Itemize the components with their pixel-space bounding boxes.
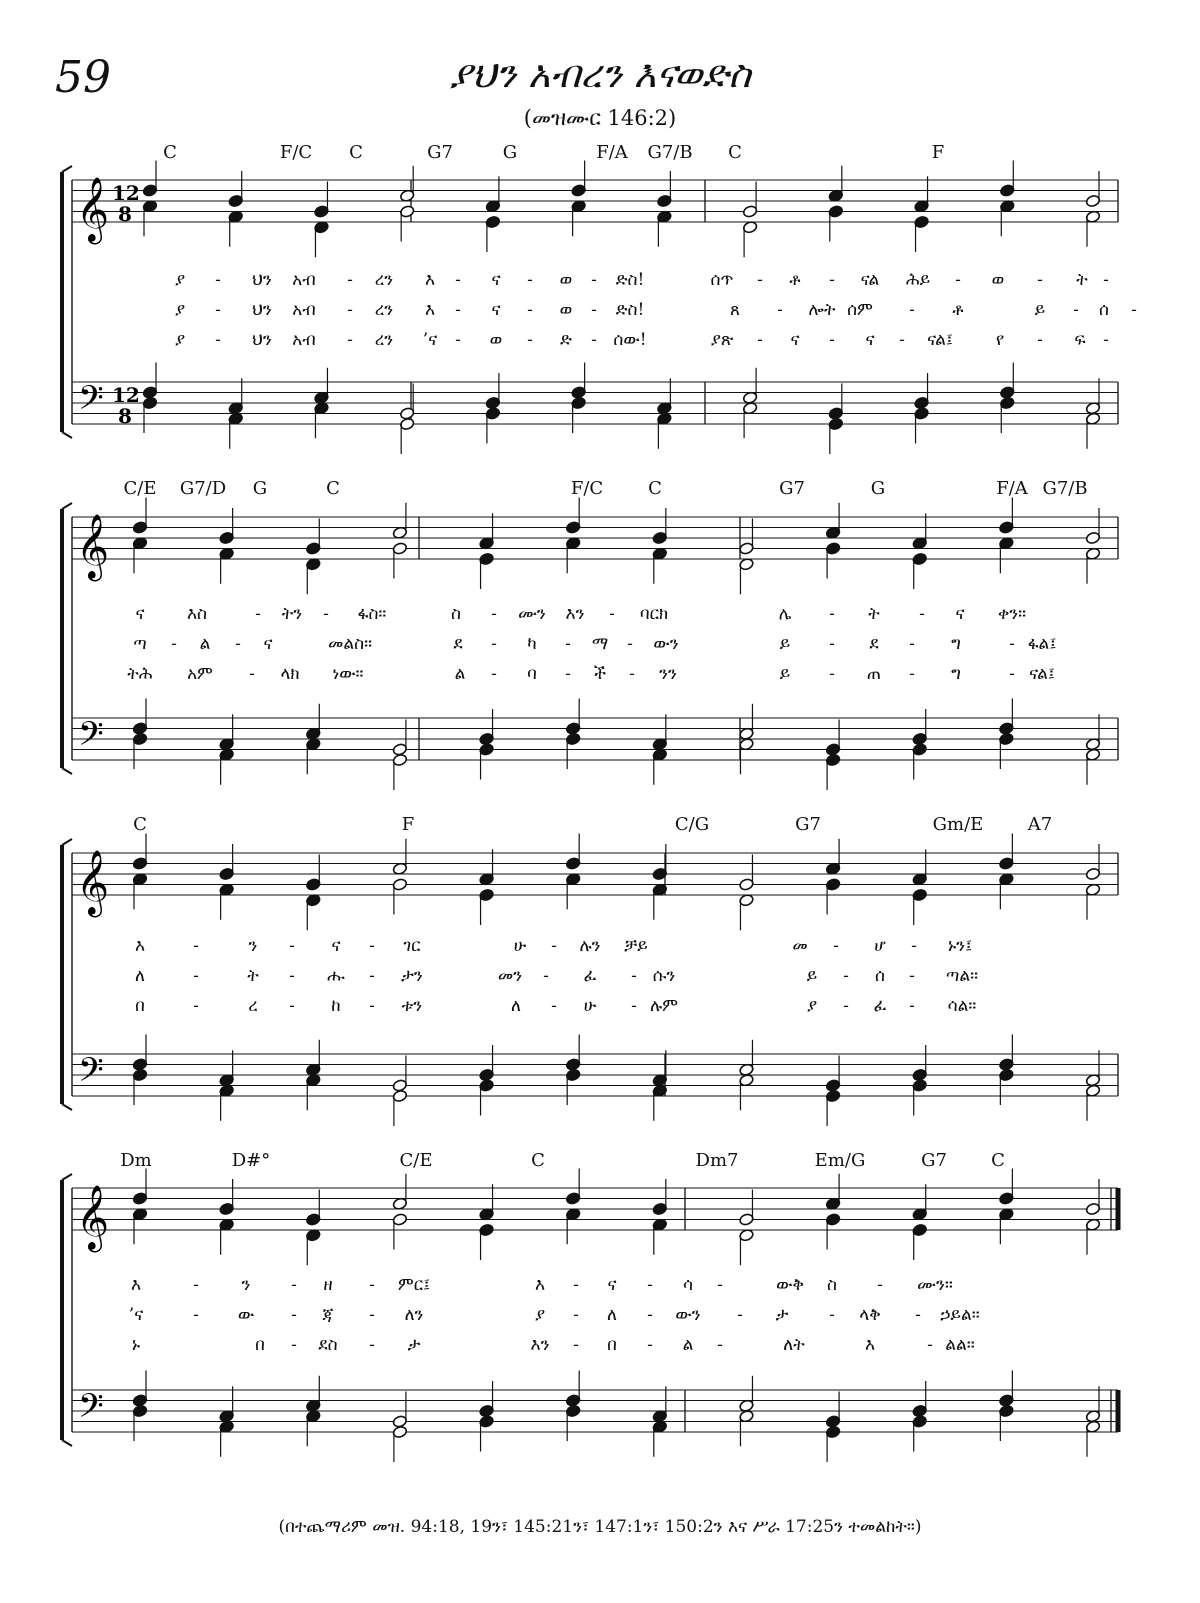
lyric-syllable: ኑ (131, 1335, 141, 1355)
lyric-syllable: ጸ (730, 300, 740, 320)
lyric-syllable: - (323, 604, 329, 624)
chord-symbol: G7 (427, 142, 453, 163)
lyric-syllable: ሕይ (905, 270, 931, 290)
lyric-syllable: ህን (252, 330, 272, 350)
lyric-syllable: - (369, 1275, 375, 1295)
lyric-syllable: ና (790, 330, 800, 350)
lyric-syllable: ረን (374, 270, 394, 290)
lyric-syllable: ሁ (513, 936, 527, 956)
lyric-syllable: - (193, 996, 199, 1016)
lyric-syllable: ታን (401, 966, 423, 986)
lyric-syllable: እ (424, 270, 436, 290)
lyric-syllable: - (829, 1305, 835, 1325)
chord-symbol: F/A (996, 478, 1028, 499)
chord-symbol: F/C (279, 142, 313, 163)
lyric-syllable: ’ና (422, 330, 438, 350)
lyric-syllable: ን (248, 936, 258, 956)
lyric-syllable: በ (607, 1335, 617, 1355)
lyric-syllable: የ (995, 330, 1005, 350)
lyric-syllable: ቻይ (624, 936, 648, 956)
lyric-syllable: ማ (591, 634, 609, 654)
lyric-syllable: ና (491, 300, 501, 320)
chord-symbol: F/A (596, 142, 628, 163)
lyric-syllable: ጣል። (945, 966, 979, 986)
lyric-syllable: መ (792, 936, 808, 956)
chord-symbol: C/G (674, 814, 710, 835)
bass-time-signature-bottom: 8 (118, 404, 132, 428)
lyric-syllable: - (249, 664, 255, 684)
chord-symbol: C/E (399, 1150, 433, 1171)
bracket-top (62, 839, 72, 845)
bracket-top (62, 166, 72, 172)
lyric-syllable: እን (565, 604, 585, 624)
lyric-syllable: ች (593, 664, 607, 684)
chord-symbol: F/C (570, 478, 604, 499)
lyric-syllable: ሆ (874, 936, 886, 956)
lyric-syllable: - (1073, 300, 1079, 320)
lyric-syllable: ለን (404, 1305, 424, 1325)
chord-symbol: D#° (231, 1150, 271, 1171)
lyric-syllable: ስ (827, 1275, 837, 1295)
lyric-syllable: ባርክ (639, 604, 669, 624)
lyric-syllable: ባ (527, 664, 537, 684)
lyric-syllable: ሰም (847, 300, 873, 320)
lyric-syllable: ንን (659, 664, 677, 684)
lyric-syllable: - (369, 936, 375, 956)
lyric-syllable: ምር፤ (397, 1275, 431, 1295)
lyric-syllable: - (829, 604, 835, 624)
lyric-syllable: ይ (806, 966, 818, 986)
lyric-syllable: ረ (248, 996, 258, 1016)
lyric-syllable: - (369, 1335, 375, 1355)
lyric-syllable: - (843, 966, 849, 986)
lyric-syllable: - (255, 604, 261, 624)
lyric-syllable: በ (255, 1335, 265, 1355)
lyric-syllable: - (829, 330, 835, 350)
lyric-syllable: - (193, 936, 199, 956)
lyric-syllable: - (291, 1335, 297, 1355)
lyric-syllable: - (491, 664, 497, 684)
lyric-syllable: ሰጥ (710, 270, 734, 290)
lyric-syllable: - (647, 1335, 653, 1355)
lyric-syllable: - (627, 634, 633, 654)
lyric-syllable: - (527, 270, 533, 290)
lyric-syllable: - (573, 1305, 579, 1325)
lyric-syllable: ልል። (945, 1335, 975, 1355)
chord-symbol: G7/B (1042, 478, 1088, 499)
lyric-syllable: - (347, 270, 353, 290)
lyric-syllable: አብ (292, 330, 316, 350)
lyric-syllable: በ (135, 996, 145, 1016)
lyric-syllable: ና (263, 634, 273, 654)
lyric-syllable: ያ (174, 330, 186, 350)
lyric-syllable: ገር (403, 936, 421, 956)
lyric-syllable: - (369, 966, 375, 986)
bracket-bottom (62, 432, 72, 438)
lyric-syllable: - (591, 270, 597, 290)
lyric-syllable: - (591, 300, 597, 320)
bass-time-signature-top: 12 (112, 383, 140, 407)
lyric-syllable: - (1037, 330, 1043, 350)
lyric-syllable: ግ (951, 664, 961, 684)
lyric-syllable: ፋስ። (357, 604, 387, 624)
chord-symbol: G (252, 478, 268, 499)
chord-symbol: F (931, 142, 945, 163)
lyric-syllable: ወ (489, 330, 503, 350)
lyric-syllable: - (1103, 330, 1109, 350)
footnote: (በተጨማሪም መዝ. 94:18, 19ን፣ 145:21ን፣ 147:1ን፣ 150:2ን እና ሥራ 17:25ን ተመልከት።) (278, 1517, 922, 1537)
lyric-syllable: - (927, 1335, 933, 1355)
treble-clef-icon: 𝄞 (76, 1185, 110, 1250)
lyric-syllable: - (911, 936, 917, 956)
lyric-syllable: ል (199, 634, 211, 654)
bass-clef-icon: 𝄢 (78, 1051, 104, 1098)
lyric-syllable: እ (534, 1275, 546, 1295)
lyric-syllable: - (289, 996, 295, 1016)
lyric-syllable: ታ (407, 1335, 421, 1355)
lyric-syllable: - (757, 330, 763, 350)
lyric-syllable: - (291, 1305, 297, 1325)
lyric-syllable: - (193, 1305, 199, 1325)
lyric-syllable: ረን (374, 300, 394, 320)
lyric-syllable: ያ (174, 300, 186, 320)
chord-symbol: Gm/E (932, 814, 984, 835)
lyric-syllable: ቶ (789, 270, 801, 290)
lyric-syllable: ፈ (873, 996, 887, 1016)
lyric-syllable: ደ (869, 634, 879, 654)
lyric-syllable: ት (247, 966, 259, 986)
lyric-syllable: ግ (951, 634, 961, 654)
lyric-syllable: ስ (451, 604, 461, 624)
lyric-syllable: ውን (675, 1305, 701, 1325)
lyric-syllable: ሉን (579, 936, 601, 956)
lyric-syllable: - (543, 966, 549, 986)
lyric-syllable: ድ (560, 330, 572, 350)
lyric-syllable: - (1131, 300, 1137, 320)
lyric-syllable: - (347, 330, 353, 350)
lyric-syllable: - (171, 634, 177, 654)
lyric-syllable: - (955, 270, 961, 290)
chord-symbol: C/E (123, 478, 157, 499)
lyric-syllable: ህን (252, 270, 272, 290)
lyric-syllable: ቱን (401, 996, 423, 1016)
lyric-syllable: - (899, 330, 905, 350)
lyric-syllable: እስ (186, 604, 208, 624)
lyric-syllable: ናል፤ (1029, 664, 1055, 684)
chord-symbol: C (991, 1150, 1005, 1171)
treble-clef-icon: 𝄞 (76, 850, 110, 915)
lyric-syllable: - (829, 270, 835, 290)
lyric-syllable: ሱን (652, 966, 676, 986)
lyric-syllable: ት (1076, 270, 1088, 290)
chord-symbol: C (163, 142, 177, 163)
lyric-syllable: - (369, 1305, 375, 1325)
treble-clef-icon: 𝄞 (76, 177, 110, 242)
lyric-syllable: ና (955, 604, 965, 624)
lyric-syllable: - (609, 604, 615, 624)
treble-time-signature-top: 12 (112, 181, 140, 205)
lyric-syllable: ሑ (327, 966, 345, 986)
lyric-syllable: - (717, 1275, 723, 1295)
lyric-syllable: - (491, 634, 497, 654)
lyric-syllable: ለ (607, 1305, 617, 1325)
lyric-syllable: - (647, 1305, 653, 1325)
lyric-syllable: ቀን። (997, 604, 1027, 624)
lyric-syllable: ና (607, 1275, 617, 1295)
lyric-syllable: አብ (292, 300, 316, 320)
lyric-syllable: ቶ (952, 300, 964, 320)
lyric-syllable: ለት (783, 1335, 805, 1355)
lyric-syllable: ል (454, 664, 466, 684)
lyric-syllable: ን (241, 1275, 251, 1295)
lyric-syllable: ሳ (683, 1275, 693, 1295)
lyric-syllable: ትሕ (127, 664, 153, 684)
chord-symbol: Dm7 (695, 1150, 739, 1171)
lyric-syllable: ናል (860, 270, 880, 290)
bracket-bottom (62, 1440, 72, 1446)
lyric-syllable: ሰው! (613, 330, 647, 350)
lyric-syllable: ያ (534, 1305, 546, 1325)
lyric-syllable: - (215, 300, 221, 320)
lyric-syllable: - (909, 300, 915, 320)
lyric-syllable: ል (682, 1335, 694, 1355)
lyric-syllable: አብ (292, 270, 316, 290)
lyric-syllable: - (527, 330, 533, 350)
lyric-syllable: ያጽ (710, 330, 734, 350)
lyric-syllable: - (757, 270, 763, 290)
lyric-syllable: - (215, 330, 221, 350)
lyric-syllable: እን (530, 1335, 550, 1355)
hymn-number: 59 (55, 52, 111, 103)
lyric-syllable: - (629, 664, 635, 684)
lyric-syllable: ትን (281, 604, 303, 624)
lyric-syllable: ደ (453, 634, 463, 654)
lyric-syllable: ጠ (866, 664, 882, 684)
lyric-syllable: ው (237, 1305, 255, 1325)
chord-symbol: G7/B (647, 142, 693, 163)
chord-symbol: G (502, 142, 518, 163)
lyric-syllable: አም (187, 664, 213, 684)
lyric-syllable: - (843, 996, 849, 1016)
lyric-syllable: - (565, 634, 571, 654)
lyric-syllable: ውቅ (776, 1275, 804, 1295)
lyric-syllable: ያ (174, 270, 186, 290)
lyric-syllable: - (291, 1275, 297, 1295)
lyric-syllable: - (215, 270, 221, 290)
chord-symbol: G7/D (179, 478, 227, 499)
chord-symbol: C (531, 1150, 545, 1171)
lyric-syllable: ሙን (518, 604, 546, 624)
bracket-bottom (62, 768, 72, 774)
lyric-syllable: እ (864, 1335, 876, 1355)
lyric-syllable: ናል፤ (927, 330, 953, 350)
chord-symbol: C (728, 142, 742, 163)
lyric-syllable: ና (865, 330, 875, 350)
lyric-syllable: - (919, 604, 925, 624)
lyric-syllable: - (1037, 270, 1043, 290)
lyric-syllable: ፋል፤ (1027, 634, 1057, 654)
lyric-syllable: መን (497, 966, 523, 986)
lyric-syllable: ወ (991, 270, 1005, 290)
chord-symbol: G (870, 478, 886, 499)
bracket-top (62, 503, 72, 509)
lyric-syllable: ና (491, 270, 501, 290)
lyric-syllable: - (235, 634, 241, 654)
lyric-syllable: - (909, 634, 915, 654)
lyric-syllable: ፍ (1074, 330, 1086, 350)
lyric-syllable: - (551, 936, 557, 956)
lyric-syllable: - (573, 1335, 579, 1355)
lyric-syllable: ሰ (1099, 300, 1109, 320)
lyric-syllable: ለ (511, 996, 521, 1016)
lyric-syllable: - (193, 1275, 199, 1295)
lyric-syllable: ህን (252, 300, 272, 320)
lyric-syllable: ለ (135, 966, 145, 986)
lyric-syllable: - (565, 664, 571, 684)
chord-symbol: C (349, 142, 363, 163)
lyric-syllable: - (455, 270, 461, 290)
lyric-syllable: ኑን፤ (947, 936, 973, 956)
bass-clef-icon: 𝄢 (78, 379, 104, 426)
lyric-syllable: - (1009, 634, 1015, 654)
lyric-syllable: - (909, 966, 915, 986)
lyric-syllable: ና (331, 936, 341, 956)
lyric-syllable: ጃ (322, 1305, 334, 1325)
lyric-syllable: ሁ (583, 996, 597, 1016)
lyric-syllable: - (455, 300, 461, 320)
hymn-title: ያህን አብረን እናወድስ (449, 52, 751, 96)
lyric-syllable: ፈ (583, 966, 597, 986)
chord-symbol: G7 (779, 478, 805, 499)
lyric-syllable: - (717, 1335, 723, 1355)
lyric-syllable: ጣ (133, 634, 147, 654)
lyric-syllable: ሎት (808, 300, 836, 320)
treble-clef-icon: 𝄞 (76, 514, 110, 579)
lyric-syllable: ታ (775, 1305, 789, 1325)
chord-symbol: C (326, 478, 340, 499)
lyric-syllable: - (289, 936, 295, 956)
chord-symbol: G7 (795, 814, 821, 835)
lyric-syllable: ላቅ (859, 1305, 881, 1325)
lyric-syllable: ሉም (649, 996, 679, 1016)
lyric-syllable: ኃይል። (940, 1305, 980, 1325)
lyric-syllable: - (631, 996, 637, 1016)
scripture-reference: (መዝሙር 146:2) (523, 106, 677, 130)
lyric-syllable: ረን (374, 330, 394, 350)
lyric-syllable: - (829, 664, 835, 684)
lyric-syllable: - (193, 966, 199, 986)
lyric-syllable: እ (130, 1275, 142, 1295)
treble-time-signature-bottom: 8 (118, 202, 132, 226)
lyric-syllable: - (833, 936, 839, 956)
lyric-syllable: ካ (527, 634, 537, 654)
lyric-syllable: ይ (779, 634, 791, 654)
lyric-syllable: እ (424, 300, 436, 320)
lyric-syllable: ሳል። (947, 996, 977, 1016)
lyric-syllable: - (347, 300, 353, 320)
lyric-syllable: - (829, 634, 835, 654)
lyric-syllable: - (1009, 664, 1015, 684)
chord-symbol: F (401, 814, 415, 835)
chord-symbol: A7 (1027, 814, 1053, 835)
lyric-syllable: - (289, 966, 295, 986)
lyric-syllable: ና (135, 604, 145, 624)
lyric-syllable: ሰ (875, 966, 885, 986)
lyric-syllable: - (737, 1305, 743, 1325)
lyric-syllable: - (777, 300, 783, 320)
lyric-syllable: - (647, 1275, 653, 1295)
chord-symbol: Dm (120, 1150, 152, 1171)
lyric-syllable: ሙን። (917, 1275, 953, 1295)
bass-clef-icon: 𝄢 (78, 715, 104, 762)
lyric-syllable: - (909, 664, 915, 684)
lyric-syllable: - (455, 330, 461, 350)
lyric-syllable: ’ና (128, 1305, 144, 1325)
lyric-syllable: - (527, 300, 533, 320)
lyric-syllable: ነው። (332, 664, 364, 684)
lyric-syllable: ያ (806, 996, 818, 1016)
lyric-syllable: ይ (779, 664, 791, 684)
lyric-syllable: - (631, 966, 637, 986)
lyric-syllable: እ (134, 936, 146, 956)
lyric-syllable: ሌ (778, 604, 792, 624)
lyric-syllable: - (491, 604, 497, 624)
lyric-syllable: - (1103, 270, 1109, 290)
bass-clef-icon: 𝄢 (78, 1387, 104, 1434)
lyric-syllable: - (573, 1275, 579, 1295)
lyric-syllable: - (551, 996, 557, 1016)
lyric-syllable: ት (868, 604, 880, 624)
chord-symbol: C (648, 478, 662, 499)
lyric-syllable: - (591, 330, 597, 350)
lyric-syllable: ላክ (280, 664, 300, 684)
chord-symbol: Em/G (814, 1150, 866, 1171)
lyric-syllable: - (877, 1275, 883, 1295)
bracket-bottom (62, 1104, 72, 1110)
lyric-syllable: - (909, 996, 915, 1016)
lyric-syllable: ዘ (323, 1275, 333, 1295)
lyric-syllable: ወ (559, 300, 573, 320)
lyric-syllable: መልስ። (327, 634, 373, 654)
lyric-syllable: ወ (559, 270, 573, 290)
lyric-syllable: ከ (331, 996, 341, 1016)
lyric-syllable: ደስ (318, 1335, 338, 1355)
chord-symbol: G7 (921, 1150, 947, 1171)
lyric-syllable: ይ (1034, 300, 1046, 320)
lyric-syllable: ውን (653, 634, 679, 654)
lyric-syllable: ድስ! (615, 270, 645, 290)
lyric-syllable: ድስ! (615, 300, 645, 320)
chord-symbol: C (133, 814, 147, 835)
lyric-syllable: - (915, 1305, 921, 1325)
lyric-syllable: - (369, 996, 375, 1016)
bracket-top (62, 1174, 72, 1180)
